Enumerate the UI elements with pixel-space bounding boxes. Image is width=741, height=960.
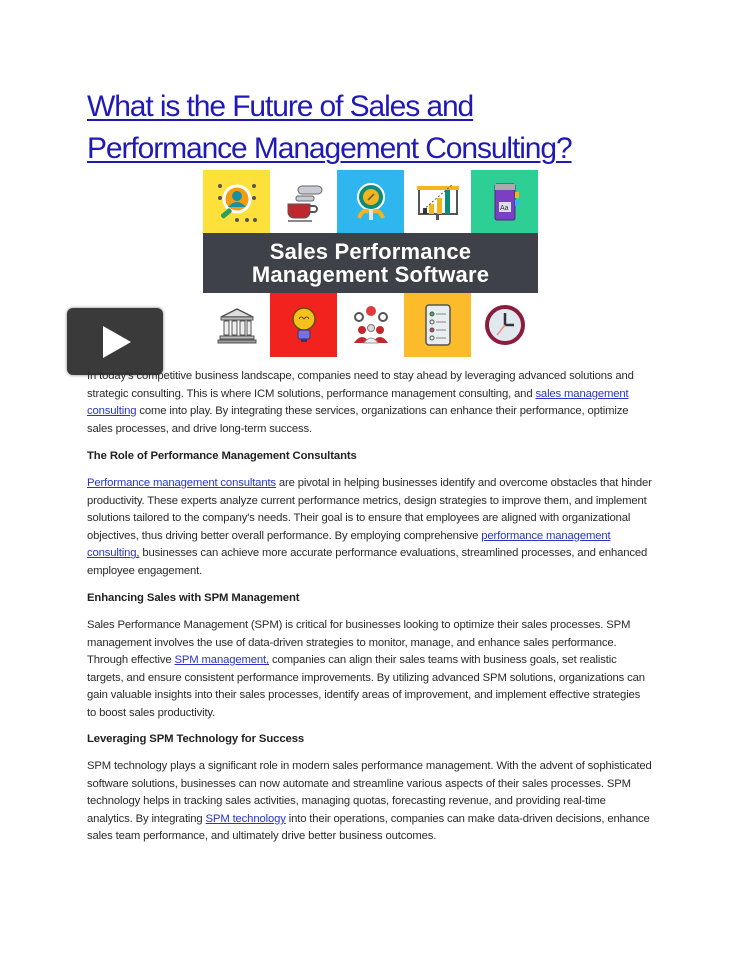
banner-line-2: Management Software: [251, 262, 490, 287]
lightbulb-icon: [270, 293, 337, 357]
spm-technology-link[interactable]: SPM technology: [205, 812, 286, 825]
coffee-cup-icon: [270, 170, 337, 233]
clock-icon: [471, 293, 538, 357]
team-gears-icon: [337, 293, 404, 357]
section-paragraph-role: Performance management consultants are pivotal in helping businesses identify and overcome obstacles that hinder productivity. These experts analyze current performance metrics, design strategies to improve them, and implement solutions tailored to the company's needs. Their goal is to ensure that employees are aligned with organizational objectives, thus driving better overall performance. By employing comprehensive performance management consulting, businesses can achieve more accurate performance evaluations, streamlined processes, and enhanced employee engagement.: [87, 477, 652, 577]
play-icon: [95, 322, 135, 362]
bar-chart-presentation-icon: [404, 170, 471, 233]
section-paragraph-spm-management: Sales Performance Management (SPM) is critical for businesses looking to optimize their sales processes. SPM management involves the use of data-driven strategies to monitor, manage, and enhance sales performance. Through effective SPM management, companies can align their sales teams with business goals, set realistic targets, and ensure consistent performance improvements. By utilizing advanced SPM solutions, organizations can gain valuable insights into their sales processes, identify areas of improvement, and implement effective strategies to boost sales productivity.: [87, 619, 645, 719]
target-person-icon: [337, 170, 404, 233]
sales-management-consulting-link[interactable]: sales management consulting: [87, 387, 629, 418]
performance-management-consultants-link[interactable]: Performance management consultants: [87, 477, 276, 489]
hero-image: [203, 170, 538, 357]
play-button[interactable]: [67, 308, 163, 375]
dictionary-book-icon: [471, 170, 538, 233]
bank-building-icon: [203, 293, 270, 357]
title-line-2: Performance Management Consulting?: [87, 132, 572, 165]
section-heading-role: The Role of Performance Management Consultants: [87, 450, 357, 462]
title-line-1: What is the Future of Sales and: [87, 90, 474, 123]
section-heading-spm-management: Enhancing Sales with SPM Management: [87, 592, 300, 604]
performance-management-consulting-link[interactable]: performance management consulting,: [87, 529, 611, 560]
intro-paragraph: In today's competitive business landscape, companies need to stay ahead by leveraging advanced solutions and strategic consulting. This is where ICM solutions, performance management consulting, and sales management consulting come into play. By integrating these services, organizations can enhance their performance, optimize sales processes, and drive long-term success.: [87, 370, 634, 435]
section-heading-spm-technology: Leveraging SPM Technology for Success: [87, 733, 305, 745]
hero-banner: [203, 233, 538, 293]
banner-line-1: Sales Performance: [269, 239, 472, 264]
magnifier-people-icon: [203, 170, 270, 233]
section-paragraph-spm-technology: SPM technology plays a significant role in modern sales performance management. With the advent of sophisticated software solutions, businesses can now automate and streamline various aspects of their sales processes. SPM technology helps in tracking sales activities, managing quotas, forecasting revenue, and providing real-time analytics. By integrating SPM technology into their operations, companies can make data-driven decisions, enhance sales team performance, and ultimately drive better business outcomes.: [87, 760, 652, 843]
checklist-icon: [404, 293, 471, 357]
title-link[interactable]: [87, 90, 572, 165]
svg-text:Aa: Aa: [499, 204, 509, 212]
page-title: [87, 86, 687, 170]
spm-management-link[interactable]: SPM management,: [174, 654, 269, 667]
